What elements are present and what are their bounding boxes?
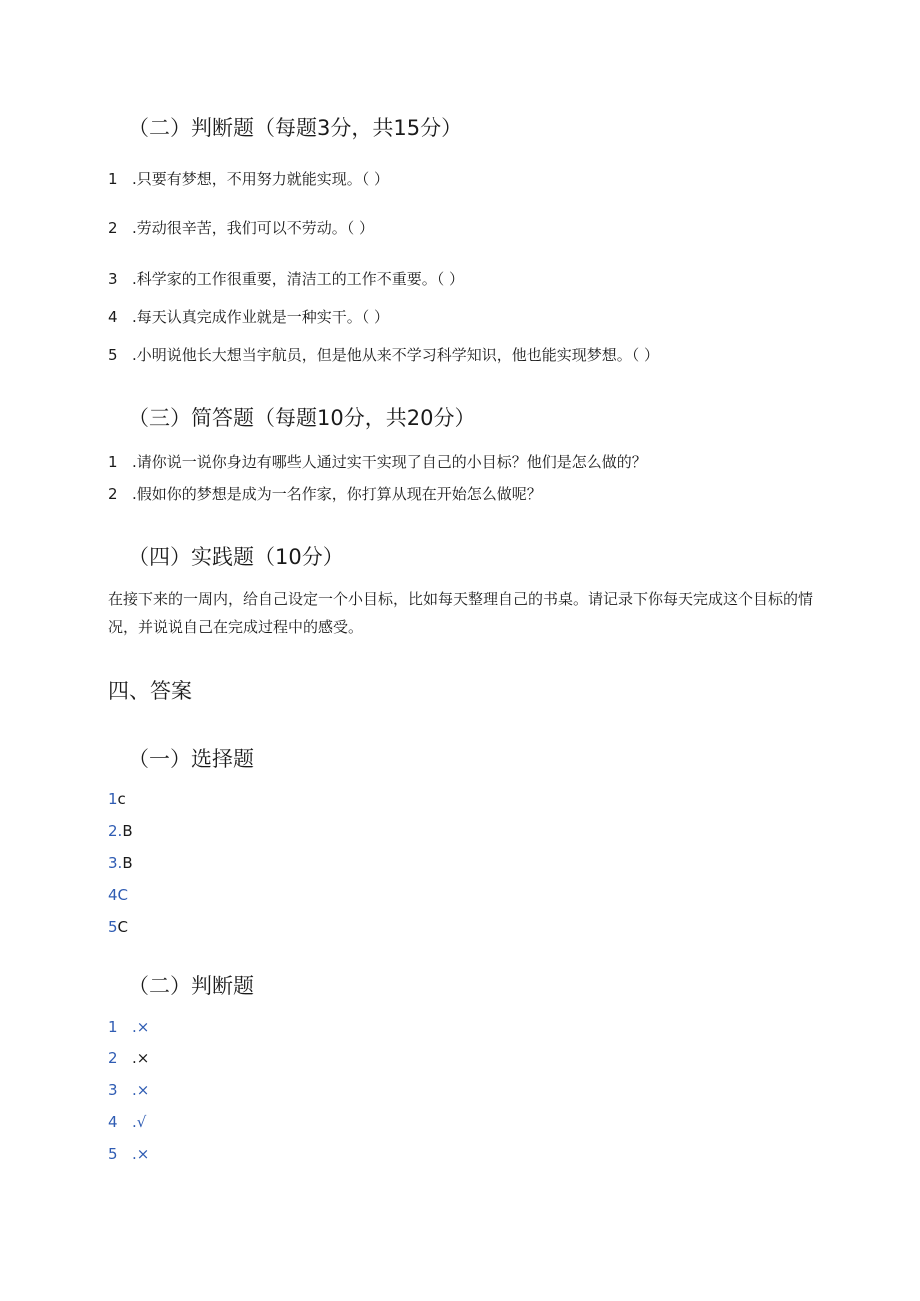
answer-number: 4 <box>108 1113 118 1131</box>
answer-judge-2 <box>108 1049 149 1067</box>
answer-number: 4 <box>108 886 118 904</box>
judge-question-3 <box>108 268 464 289</box>
question-number: 2 <box>108 485 118 503</box>
answer-number: 2. <box>108 822 123 840</box>
answer-judge-4 <box>108 1113 146 1131</box>
answer-text: B <box>122 822 133 840</box>
answer-text: .× <box>132 1081 150 1099</box>
question-number: 5 <box>108 346 118 364</box>
answer-choice-4 <box>108 886 128 904</box>
answer-text: c <box>117 790 126 808</box>
answer-judge-3 <box>108 1081 149 1099</box>
judge-question-2 <box>108 217 374 238</box>
practice-text: 在接下来的一周内，给自己设定一个小目标，比如每天整理自己的书桌。请记录下你每天完成这个目标的情况，并说说自己在完成过程中的感受。 <box>108 590 814 636</box>
answer-text: .× <box>132 1145 150 1163</box>
answer-choice-3 <box>108 854 133 872</box>
question-number: 4 <box>108 308 118 326</box>
answer-number: 3 <box>108 1081 118 1099</box>
judge-question-1 <box>108 168 389 189</box>
answer-number: 1 <box>108 790 118 808</box>
answer-number: 3. <box>108 854 123 872</box>
answer-text: .× <box>132 1018 150 1036</box>
practice-section-title: （四）实践题（10分） <box>128 545 344 569</box>
answer-number: 1 <box>108 1018 118 1036</box>
answer-judge-title: （二）判断题 <box>128 974 254 998</box>
answer-choice-1 <box>108 790 126 808</box>
answer-text: B <box>122 854 133 872</box>
answer-text: C <box>117 886 129 904</box>
question-number: 3 <box>108 270 118 288</box>
answer-choice-2 <box>108 822 133 840</box>
question-number: 1 <box>108 170 118 188</box>
question-number: 1 <box>108 453 118 471</box>
answer-number: 2 <box>108 1049 118 1067</box>
answer-text: C <box>117 918 129 936</box>
short-question-2 <box>108 483 542 504</box>
answer-number: 5 <box>108 918 118 936</box>
question-text: .假如你的梦想是成为一名作家，你打算从现在开始怎么做呢？ <box>132 485 542 503</box>
short-section-title: （三）简答题（每题10分，共20分） <box>128 406 476 430</box>
question-text: .只要有梦想，不用努力就能实现。（ ） <box>132 170 390 188</box>
answer-choice-5 <box>108 918 128 936</box>
question-text: .科学家的工作很重要，清洁工的工作不重要。（ ） <box>132 270 465 288</box>
answer-text: .× <box>132 1049 150 1067</box>
question-text: .每天认真完成作业就是一种实干。（ ） <box>132 308 390 326</box>
answer-text: .√ <box>132 1113 147 1131</box>
answer-judge-1 <box>108 1018 149 1036</box>
question-number: 2 <box>108 219 118 237</box>
question-text: .劳动很辛苦，我们可以不劳动。（ ） <box>132 219 375 237</box>
answer-choice-title: （一）选择题 <box>128 747 254 771</box>
answer-number: 5 <box>108 1145 118 1163</box>
judge-question-5 <box>108 344 659 365</box>
answers-title: 四、答案 <box>108 679 192 703</box>
short-question-1 <box>108 451 647 472</box>
question-text: .请你说一说你身边有哪些人通过实干实现了自己的小目标？他们是怎么做的？ <box>132 453 647 471</box>
judge-question-4 <box>108 306 389 327</box>
answer-judge-5 <box>108 1145 149 1163</box>
question-text: .小明说他长大想当宇航员，但是他从来不学习科学知识，他也能实现梦想。（ ） <box>132 346 660 364</box>
judge-section-title: （二）判断题（每题3分，共15分） <box>128 116 463 140</box>
